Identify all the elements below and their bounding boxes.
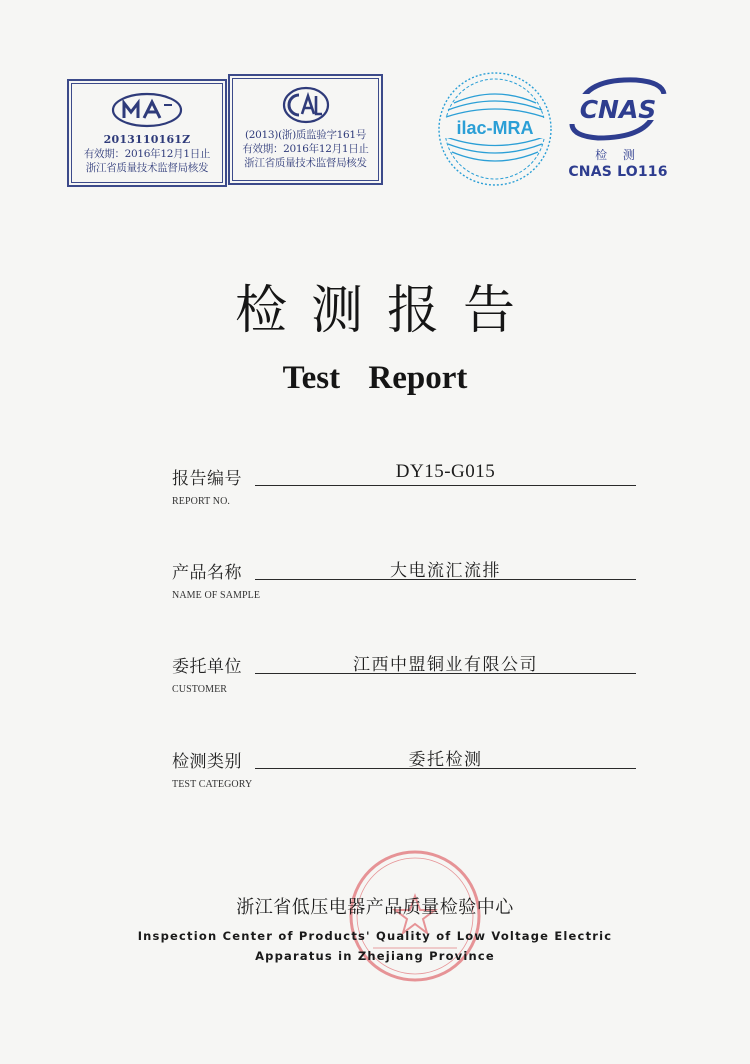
issuer-name-cn: 浙江省低压电器产品质量检验中心 <box>236 897 514 918</box>
cma-code: 2013110161Z <box>103 133 191 146</box>
field-label-cn: 产品名称 <box>172 563 242 583</box>
page-title-en: Test Report <box>282 360 468 396</box>
field-sample-name <box>172 558 642 618</box>
issuer-name-en-line1: Inspection Center of Products' Quality of Low Voltage Electric <box>137 929 613 943</box>
field-label-en: REPORT NO. <box>172 496 231 507</box>
field-report-no <box>172 461 642 524</box>
page-title-cn: 检测报告 <box>234 281 539 341</box>
cnas-logo-text: CNAS <box>579 95 657 124</box>
field-test-category <box>172 747 642 807</box>
sample-name-value: 大电流汇流排 <box>390 561 501 581</box>
cnas-emblem-icon <box>558 72 678 146</box>
field-label-en: CUSTOMER <box>172 684 228 695</box>
cal-authority: 浙江省质量技术监督局核发 <box>244 157 367 169</box>
cal-validity: 有效期：2016年12月1日止 <box>242 143 369 155</box>
cnas-code: CNAS LO116 <box>568 164 668 180</box>
cal-mark-icon <box>269 86 343 124</box>
cnas-logo <box>558 72 678 190</box>
field-underline <box>255 485 636 486</box>
cnas-label: 检 测 <box>595 148 641 162</box>
field-label-cn: 检测类别 <box>172 752 242 772</box>
cma-authority: 浙江省质量技术监督局核发 <box>85 162 209 174</box>
cal-code: (2013)(浙)质监验字161号 <box>244 129 367 141</box>
report-number-value: DY15-G015 <box>395 461 496 482</box>
cal-certification-box <box>228 74 383 185</box>
test-category-value: 委托检测 <box>408 750 483 770</box>
issuer-name-en-line2: Apparatus in Zhejiang Province <box>255 949 495 963</box>
ilac-mra-logo-icon <box>436 70 554 188</box>
customer-value: 江西中盟铜业有限公司 <box>353 655 538 675</box>
cma-mark-icon <box>110 91 184 129</box>
ilac-text: ilac-MRA <box>456 118 534 138</box>
cma-certification-box <box>67 79 227 187</box>
field-label-en: NAME OF SAMPLE <box>172 590 261 601</box>
field-label-cn: 报告编号 <box>172 469 242 489</box>
field-label-cn: 委托单位 <box>172 657 242 677</box>
field-label-en: TEST CATEGORY <box>172 779 253 790</box>
field-customer <box>172 652 642 712</box>
cma-validity: 有效期：2016年12月1日止 <box>83 148 211 160</box>
